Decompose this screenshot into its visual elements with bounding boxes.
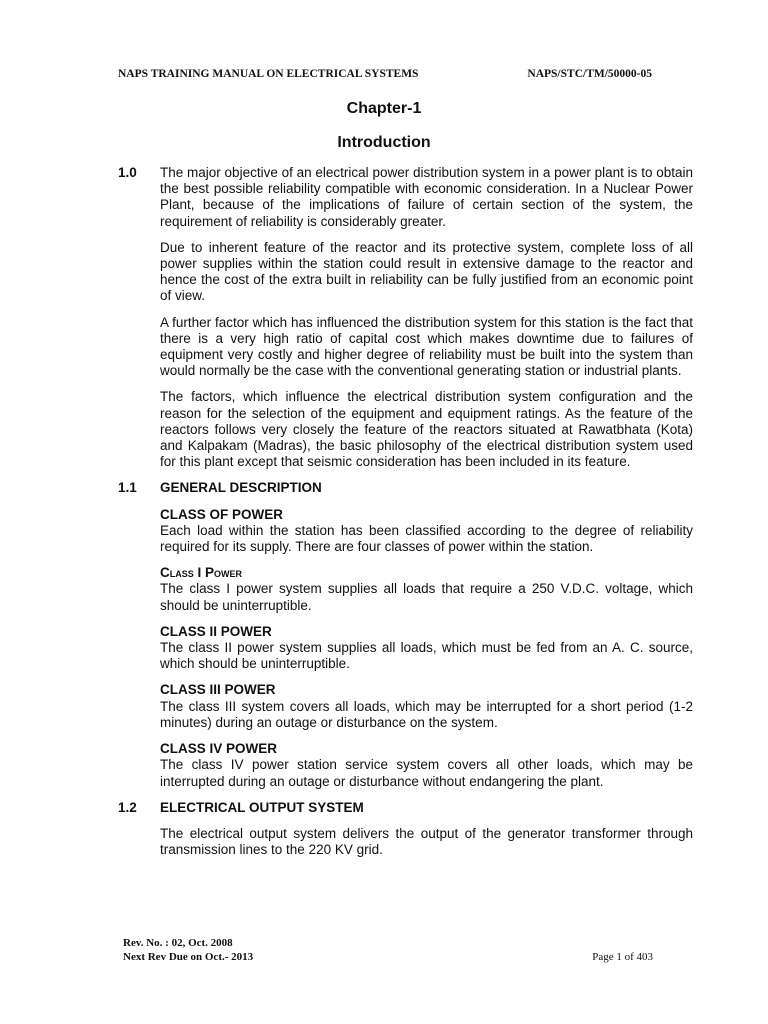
class-4-block	[160, 741, 693, 790]
paragraph: The major objective of an electrical power distribution system in a power plant is to obtain the best possible reliability compatible with economic consideration. In a Nuclear Power Plant, because of the implications of failure of certain section of the system, the requirement of reliability is considerably greater.	[160, 165, 693, 229]
paragraph: The electrical output system delivers the output of the generator transformer through transmission lines to the 220 KV grid.	[160, 825, 693, 858]
section-number: 1.2	[118, 799, 137, 815]
section-number: 1.1	[118, 480, 137, 496]
paragraph: Each load within the station has been classified according to the degree of reliability required for its supply. There are four classes of power within the station.	[160, 522, 693, 555]
page-footer	[123, 936, 653, 964]
paragraph: Due to inherent feature of the reactor and its protective system, complete loss of all power supplies within the station could result in extensive damage to the reactor and hence the cost of the extra built in reliability can be fully justified from an economic point of view.	[160, 239, 693, 304]
subheading: Class I Power	[160, 565, 243, 581]
section-number: 1.0	[118, 165, 137, 180]
paragraph: A further factor which has influenced the distribution system for this station is the fact that there is a very high ratio of capital cost which makes downtime due to failures of equipment very costly and higher degree of reliability must be built into the system than would normally be the case with the conventional generating station or industrial plants.	[160, 314, 693, 379]
section-1-1	[118, 480, 693, 789]
page-title: Introduction	[337, 134, 431, 151]
revision-number: Rev. No. : 02, Oct. 2008	[123, 937, 233, 949]
class-of-power-block	[160, 507, 693, 556]
next-revision-due: Next Rev Due on Oct.- 2013	[123, 951, 254, 963]
section-1-0	[118, 165, 693, 470]
class-1-block	[160, 565, 693, 614]
class-3-block	[160, 682, 693, 731]
subheading: CLASS III POWER	[160, 682, 276, 698]
subheading: CLASS II POWER	[160, 623, 272, 639]
header-manual-title: NAPS TRAINING MANUAL ON ELECTRICAL SYSTEMS	[118, 68, 419, 80]
chapter-label: Chapter-1	[346, 100, 422, 117]
paragraph: The factors, which influence the electrical distribution system configuration and the reason for the selection of the equipment and equipment ratings. As the feature of the reactors follows very closely the feature of the reactors situated at Rawatbhata (Kota) and Kalpakam (Madras), the basic philosophy of the electrical distribution system used for this plant except that seismic consideration has been included in its feature.	[160, 389, 693, 470]
header-doc-number: NAPS/STC/TM/50000-05	[527, 68, 652, 80]
class-2-block	[160, 624, 693, 673]
subheading: CLASS OF POWER	[160, 506, 284, 522]
paragraph: The class I power system supplies all loads that require a 250 V.D.C. voltage, which should be uninterruptible.	[160, 581, 693, 613]
section-heading: ELECTRICAL OUTPUT SYSTEM	[160, 799, 364, 815]
section-heading: GENERAL DESCRIPTION	[160, 480, 322, 496]
paragraph: The class II power system supplies all loads, which must be fed from an A. C. source, which should be uninterruptible.	[160, 640, 693, 672]
section-1-2	[118, 800, 693, 859]
document-body	[118, 165, 693, 868]
paragraph: The class IV power station service system covers all other loads, which may be interrupted during an outage or disturbance without endangering the plant.	[160, 757, 693, 789]
paragraph: The class III system covers all loads, which may be interrupted for a short period (1-2 minutes) during an outage or disturbance on the system.	[160, 698, 693, 730]
page-number: Page 1 of 403	[592, 951, 653, 963]
subheading: CLASS IV POWER	[160, 741, 278, 757]
